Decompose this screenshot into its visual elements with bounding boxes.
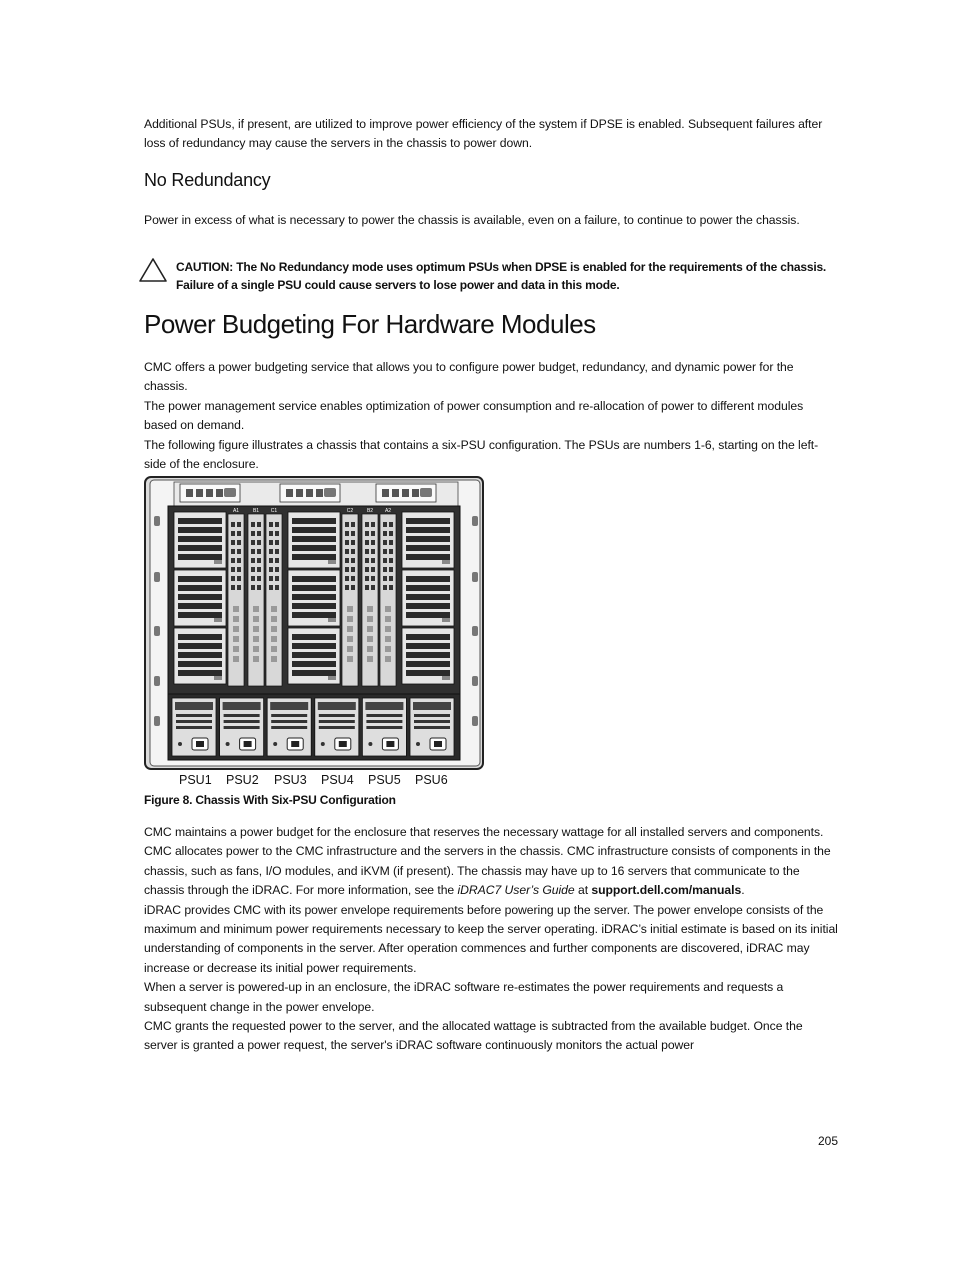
io-module: [266, 514, 282, 686]
figure-caption: Figure 8. Chassis With Six-PSU Configuration: [144, 793, 396, 807]
psu-label: PSU1: [179, 773, 212, 787]
psu-unit: [172, 698, 216, 756]
pb-paragraph-3: The following figure illustrates a chassis that contains a six-PSU configuration. The PSUs are numbers 1-6, starting on the left-side of the enclosure.: [144, 437, 819, 472]
server-blade: [402, 512, 454, 568]
body-paragraph-5: CMC grants the requested power to the server, and the allocated wattage is subtracted from the available budget. Once the server is granted a power request, the server's iDRAC software continuously monitors the actual power: [144, 1019, 803, 1053]
server-blade: [288, 570, 340, 626]
page-number: 205: [818, 1134, 839, 1148]
support-link[interactable]: support.dell.com/manuals: [591, 883, 742, 898]
psu-label: PSU5: [368, 773, 401, 787]
power-budgeting-heading: Power Budgeting For Hardware Modules: [144, 309, 596, 339]
psu-label: PSU6: [415, 773, 448, 787]
slot-label: B2: [366, 508, 374, 514]
caution-text: CAUTION: The No Redundancy mode uses optimum PSUs when DPSE is enabled for the requirements of the chassis. Failure of a single PSU could cause servers to lose power and data in this mode.: [176, 260, 827, 292]
server-blade: [174, 570, 226, 626]
slot-label: C2: [346, 508, 354, 514]
side-latch: [472, 626, 478, 636]
body-paragraph-2: CMC allocates power to the CMC infrastructure and the servers in the chassis. CMC infrastructure consists of components in the chassis, such as fans, I/O modules, and iKVM (if present). The chassis may have up to 16 servers that communicate to the chassis through the iDRAC. For more information, see the iDRAC7 User’s Guide at support.dell.com/manuals.: [144, 844, 831, 898]
server-blade: [174, 512, 226, 568]
body-paragraph-4: When a server is powered-up in an enclosure, the iDRAC software re-estimates the power requirements and requests a subsequent change in the power envelope.: [144, 980, 784, 1014]
chassis-figure: [144, 476, 486, 772]
side-latch: [472, 516, 478, 526]
side-latch: [154, 516, 160, 526]
psu-label: PSU4: [321, 773, 354, 787]
side-latch: [154, 716, 160, 726]
server-blade: [174, 628, 226, 684]
io-module: [342, 514, 358, 686]
server-blade: [288, 512, 340, 568]
side-latch: [154, 572, 160, 582]
server-blade: [288, 628, 340, 684]
intro-text: Additional PSUs, if present, are utilized to improve power efficiency of the system if DPSE is enabled. Subsequent failures after loss of redundancy may cause the servers in the chassis to power down.: [144, 117, 823, 151]
side-latch: [472, 572, 478, 582]
top-connector-module: [180, 484, 240, 502]
no-redundancy-heading: No Redundancy: [144, 170, 271, 190]
server-blade: [402, 570, 454, 626]
caution-triangle-icon: [138, 257, 168, 283]
psu-label: PSU3: [274, 773, 307, 787]
guide-title: iDRAC7 User’s Guide: [457, 883, 575, 898]
psu-label: PSU2: [226, 773, 259, 787]
top-connector-module: [376, 484, 436, 502]
no-redundancy-text: Power in excess of what is necessary to power the chassis is available, even on a failure, to continue to power the chassis.: [144, 213, 800, 227]
slot-label: C1: [270, 508, 278, 514]
psu-unit: [267, 698, 311, 756]
psu-unit: [315, 698, 359, 756]
slot-label: A2: [384, 508, 392, 514]
server-blade: [402, 628, 454, 684]
psu-label-row: [144, 772, 486, 792]
no-redundancy-paragraph: [144, 211, 838, 230]
body-paragraphs: [144, 823, 838, 1056]
io-module: [248, 514, 264, 686]
slot-label: A1: [232, 508, 240, 514]
pb-paragraph-1: CMC offers a power budgeting service that allows you to configure power budget, redundancy, and dynamic power for the chassis.: [144, 360, 794, 394]
io-module: [228, 514, 244, 686]
side-latch: [472, 676, 478, 686]
slot-label: B1: [252, 508, 260, 514]
io-module: [362, 514, 378, 686]
side-latch: [154, 626, 160, 636]
side-latch: [154, 676, 160, 686]
psu-unit: [410, 698, 454, 756]
top-connector-module: [280, 484, 340, 502]
power-budgeting-paragraphs: [144, 358, 838, 474]
body-paragraph-3: iDRAC provides CMC with its power envelope requirements before powering up the server. The power envelope consists of the maximum and minimum power requirements necessary to keep the server operating. iDRAC’s initial estimate is based on its initial understanding of components in the server. After operation commences and further components are discovered, iDRAC may increase or decrease its initial power requirements.: [144, 902, 838, 975]
psu-unit: [362, 698, 406, 756]
io-module: [380, 514, 396, 686]
intro-paragraph: [144, 115, 838, 154]
psu-unit: [220, 698, 264, 756]
pb-paragraph-2: The power management service enables optimization of power consumption and re-allocation of power to different modules based on demand.: [144, 398, 804, 433]
side-latch: [472, 716, 478, 726]
body-paragraph-1: CMC maintains a power budget for the enclosure that reserves the necessary wattage for all installed servers and components.: [144, 825, 824, 839]
